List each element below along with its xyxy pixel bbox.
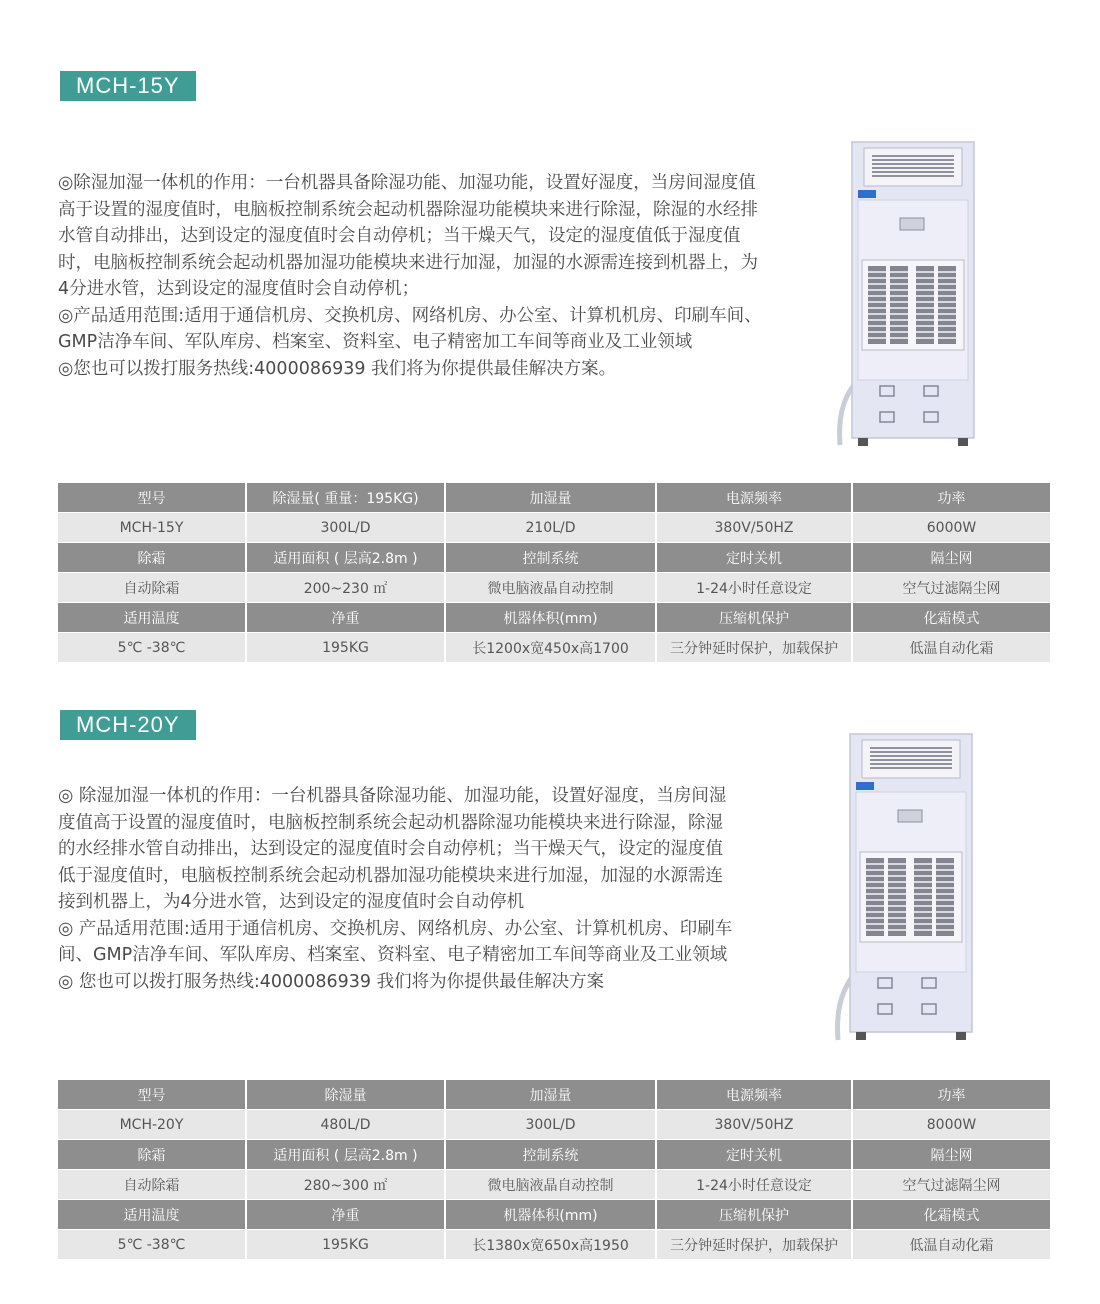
table-cell: 适用面积 ( 层高2.8m ) [246,1140,445,1170]
table-cell: 200~230 ㎡ [246,573,445,603]
dehumidifier-image [830,732,980,1050]
table-cell: 480L/D [246,1110,445,1140]
table-cell: 功率 [852,483,1050,513]
table-cell: MCH-15Y [58,513,246,543]
table-cell: 280~300 ㎡ [246,1170,445,1200]
model-tag: MCH-20Y [60,710,196,740]
table-row [58,543,1050,573]
dehumidifier-image [832,140,982,455]
table-cell: 长1200x宽450x高1700 [445,633,656,663]
table-row [58,1170,1050,1200]
table-cell: 低温自动化霜 [852,633,1050,663]
table-cell: 300L/D [445,1110,656,1140]
table-cell: 空气过滤隔尘网 [852,1170,1050,1200]
table-cell: 化霜模式 [852,603,1050,633]
table-cell: 除湿量( 重量：195KG) [246,483,445,513]
product-description [58,783,734,995]
table-cell: 型号 [58,1080,246,1110]
table-cell: 三分钟延时保护，加载保护 [656,633,852,663]
table-cell: 加湿量 [445,483,656,513]
spec-table [58,1080,1050,1260]
table-cell: MCH-20Y [58,1110,246,1140]
table-cell: 定时关机 [656,543,852,573]
table-cell: 电源频率 [656,1080,852,1110]
table-row [58,1080,1050,1110]
hotline-paragraph: ◎您也可以拨打服务热线:4000086939 我们将为你提供最佳解决方案。 [58,358,617,379]
table-cell: 隔尘网 [852,1140,1050,1170]
table-cell: 长1380x宽650x高1950 [445,1230,656,1260]
table-cell: 控制系统 [445,543,656,573]
table-cell: 8000W [852,1110,1050,1140]
table-cell: 压缩机保护 [656,603,852,633]
table-row [58,573,1050,603]
hotline-paragraph: ◎ 您也可以拨打服务热线:4000086939 我们将为你提供最佳解决方案 [58,971,605,992]
table-row [58,633,1050,663]
table-cell: 微电脑液晶自动控制 [445,1170,656,1200]
table-cell: 空气过滤隔尘网 [852,573,1050,603]
table-cell: 300L/D [246,513,445,543]
table-cell: 低温自动化霜 [852,1230,1050,1260]
table-cell: 型号 [58,483,246,513]
table-cell: 1-24小时任意设定 [656,1170,852,1200]
table-cell: 210L/D [445,513,656,543]
table-cell: 化霜模式 [852,1200,1050,1230]
application-paragraph: ◎产品适用范围:适用于通信机房、交换机房、网络机房、办公室、计算机机房、印刷车间、GMP洁净车间、军队库房、档案室、资料室、电子精密加工车间等商业及工业领域 [58,305,762,352]
table-cell: 5℃ -38℃ [58,1230,246,1260]
table-row [58,603,1050,633]
table-cell: 380V/50HZ [656,1110,852,1140]
table-cell: 压缩机保护 [656,1200,852,1230]
product-description [58,170,764,382]
table-row [58,1110,1050,1140]
table-row [58,483,1050,513]
table-cell: 195KG [246,633,445,663]
table-cell: 净重 [246,603,445,633]
table-cell: 三分钟延时保护，加载保护 [656,1230,852,1260]
table-cell: 5℃ -38℃ [58,633,246,663]
table-cell: 适用温度 [58,603,246,633]
table-row [58,513,1050,543]
table-cell: 195KG [246,1230,445,1260]
table-cell: 自动除霜 [58,573,246,603]
table-row [58,1230,1050,1260]
table-cell: 电源频率 [656,483,852,513]
table-cell: 控制系统 [445,1140,656,1170]
application-paragraph: ◎ 产品适用范围:适用于通信机房、交换机房、网络机房、办公室、计算机机房、印刷车间、GMP洁净车间、军队库房、档案室、资料室、电子精密加工车间等商业及工业领域 [58,918,733,965]
table-cell: 机器体积(mm) [445,1200,656,1230]
table-cell: 功率 [852,1080,1050,1110]
table-cell: 1-24小时任意设定 [656,573,852,603]
table-cell: 除霜 [58,1140,246,1170]
table-cell: 定时关机 [656,1140,852,1170]
table-cell: 自动除霜 [58,1170,246,1200]
table-cell: 6000W [852,513,1050,543]
table-cell: 除湿量 [246,1080,445,1110]
table-cell: 380V/50HZ [656,513,852,543]
table-cell: 适用温度 [58,1200,246,1230]
spec-table [58,483,1050,663]
table-cell: 微电脑液晶自动控制 [445,573,656,603]
table-row [58,1140,1050,1170]
table-cell: 机器体积(mm) [445,603,656,633]
function-paragraph: ◎除湿加湿一体机的作用：一台机器具备除湿功能、加湿功能，设置好湿度，当房间湿度值高于设置的湿度值时，电脑板控制系统会起动机器除湿功能模块来进行除湿，除湿的水经排水管自动排出，达到设定的湿度值时会自动停机；当干燥天气，设定的湿度值低于湿度值时，电脑板控制系统会起动机器加湿功能模块来进行加湿，加湿的水源需连接到机器上，为4分进水管，达到设定的湿度值时会自动停机； [58,173,758,299]
table-cell: 适用面积 ( 层高2.8m ) [246,543,445,573]
model-tag: MCH-15Y [60,71,196,101]
table-cell: 除霜 [58,543,246,573]
table-row [58,1200,1050,1230]
table-cell: 加湿量 [445,1080,656,1110]
function-paragraph: ◎ 除湿加湿一体机的作用：一台机器具备除湿功能、加湿功能，设置好湿度，当房间湿度值高于设置的湿度值时，电脑板控制系统会起动机器除湿功能模块来进行除湿，除湿的水经排水管自动排出，达到设定的湿度值时会自动停机；当干燥天气，设定的湿度值低于湿度值时，电脑板控制系统会起动机器加湿功能模块来进行加湿，加湿的水源需连接到机器上，为4分进水管，达到设定的湿度值时会自动停机 [58,786,727,912]
table-cell: 隔尘网 [852,543,1050,573]
table-cell: 净重 [246,1200,445,1230]
